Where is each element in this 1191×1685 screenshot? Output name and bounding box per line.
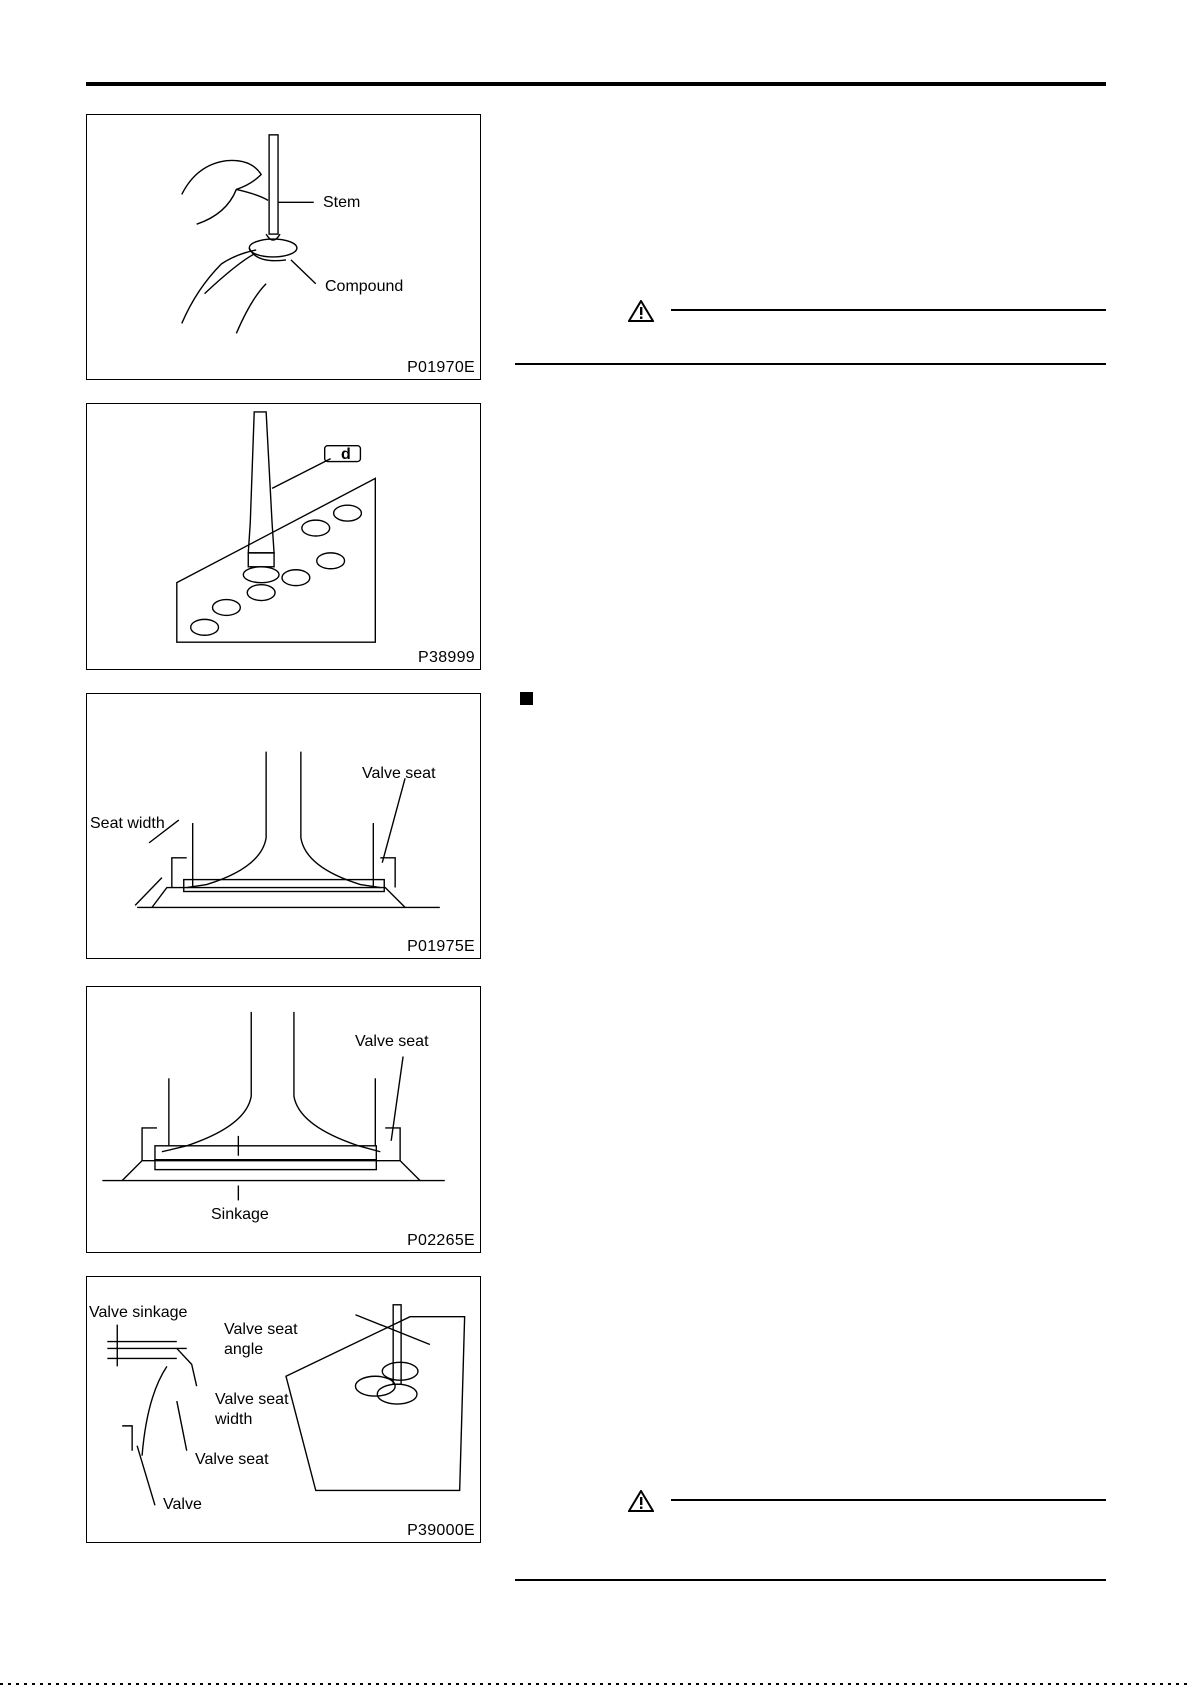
valve-seat-label: Valve seat bbox=[362, 765, 436, 782]
valve-seat-label: Valve seat bbox=[195, 1451, 269, 1468]
stem-label: Stem bbox=[323, 194, 361, 211]
figure-seat-width bbox=[86, 693, 481, 959]
valve-seat-width-label: Valve seat width bbox=[215, 1391, 289, 1428]
seat-width-label: Seat width bbox=[90, 815, 165, 832]
figure-code: P39000E bbox=[407, 1522, 475, 1539]
compound-label: Compound bbox=[325, 278, 404, 295]
tool-on-cylinder-head-illustration bbox=[87, 404, 480, 669]
figure-seat-cutter bbox=[86, 1276, 481, 1543]
figure-code: P02265E bbox=[407, 1232, 475, 1249]
tool-mark-label: d bbox=[341, 446, 351, 463]
figure-code: P38999 bbox=[418, 649, 475, 666]
sinkage-diagram bbox=[87, 987, 480, 1252]
valve-seat-label: Valve seat bbox=[355, 1033, 429, 1050]
caution-rule bbox=[671, 1499, 1106, 1501]
square-bullet-icon bbox=[520, 692, 533, 705]
valve-seat-angle-label: Valve seat angle bbox=[224, 1321, 298, 1358]
figure-lapping-valve bbox=[86, 114, 481, 380]
figure-sinkage bbox=[86, 986, 481, 1253]
warning-triangle-icon bbox=[628, 300, 654, 322]
valve-sinkage-label: Valve sinkage bbox=[89, 1304, 188, 1321]
section-separator bbox=[515, 1579, 1106, 1581]
valve-label: Valve bbox=[163, 1496, 202, 1513]
sinkage-label: Sinkage bbox=[211, 1206, 269, 1223]
figure-valve-tool bbox=[86, 403, 481, 670]
section-separator bbox=[515, 363, 1106, 365]
figure-code: P01970E bbox=[407, 359, 475, 376]
lapping-illustration bbox=[87, 115, 480, 379]
figure-code: P01975E bbox=[407, 938, 475, 955]
caution-rule bbox=[671, 309, 1106, 311]
warning-triangle-icon bbox=[628, 1490, 654, 1512]
header-rule bbox=[86, 82, 1106, 86]
